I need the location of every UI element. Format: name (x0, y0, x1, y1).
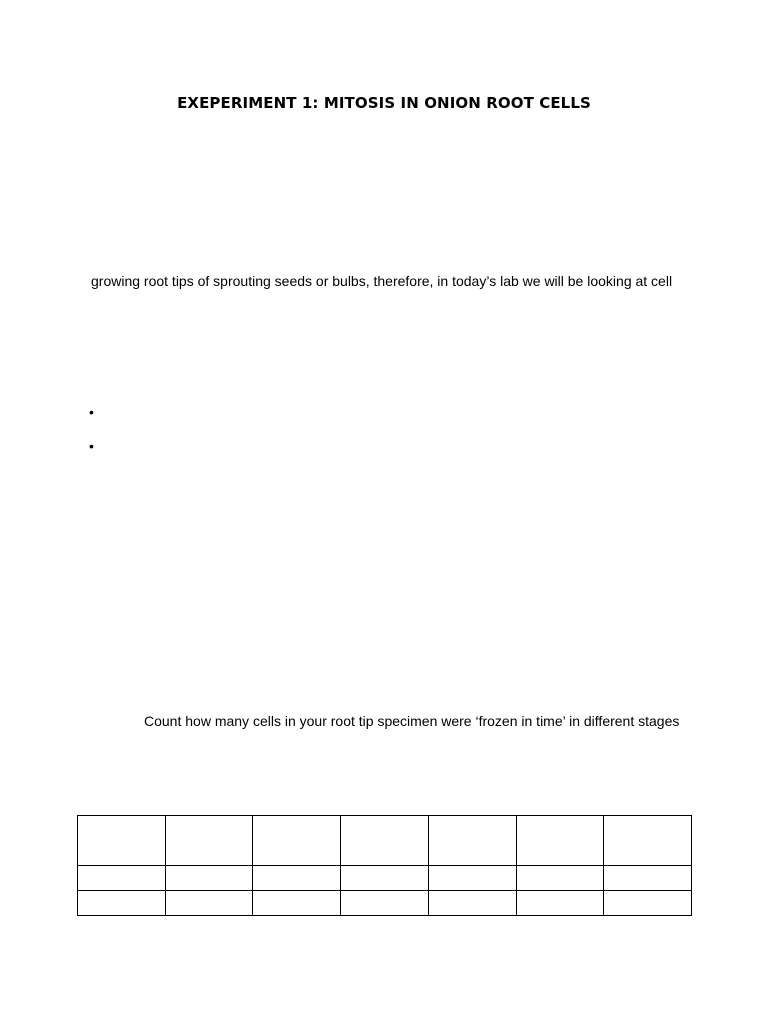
bullet-marker: • (89, 438, 94, 454)
table-row (78, 891, 692, 916)
table-cell (604, 866, 692, 891)
table-cell (341, 891, 429, 916)
page-title: EXEPERIMENT 1: MITOSIS IN ONION ROOT CELLS (177, 94, 591, 112)
table-cell (78, 816, 166, 866)
table-cell (516, 866, 604, 891)
table-header-row (78, 816, 692, 866)
table-cell (165, 891, 253, 916)
table-cell (78, 866, 166, 891)
table-cell (428, 891, 516, 916)
table-cell (604, 891, 692, 916)
table-cell (516, 891, 604, 916)
table-cell (253, 816, 341, 866)
table-cell (428, 866, 516, 891)
table-cell (253, 891, 341, 916)
bullet-marker: • (89, 404, 94, 420)
table-cell (516, 816, 604, 866)
bullet-item-1 (89, 405, 94, 419)
bullet-item-2 (89, 439, 94, 453)
table-cell (341, 866, 429, 891)
table-row (78, 866, 692, 891)
table-cell (604, 816, 692, 866)
count-instruction: Count how many cells in your root tip specimen were ‘frozen in time’ in different stages (144, 713, 680, 729)
stage-count-table (77, 815, 692, 916)
table-cell (253, 866, 341, 891)
table-cell (78, 891, 166, 916)
table-cell (428, 816, 516, 866)
table-cell (165, 866, 253, 891)
intro-text: growing root tips of sprouting seeds or bulbs, therefore, in today’s lab we will be looking at cell (91, 273, 673, 289)
table-cell (165, 816, 253, 866)
table-cell (341, 816, 429, 866)
